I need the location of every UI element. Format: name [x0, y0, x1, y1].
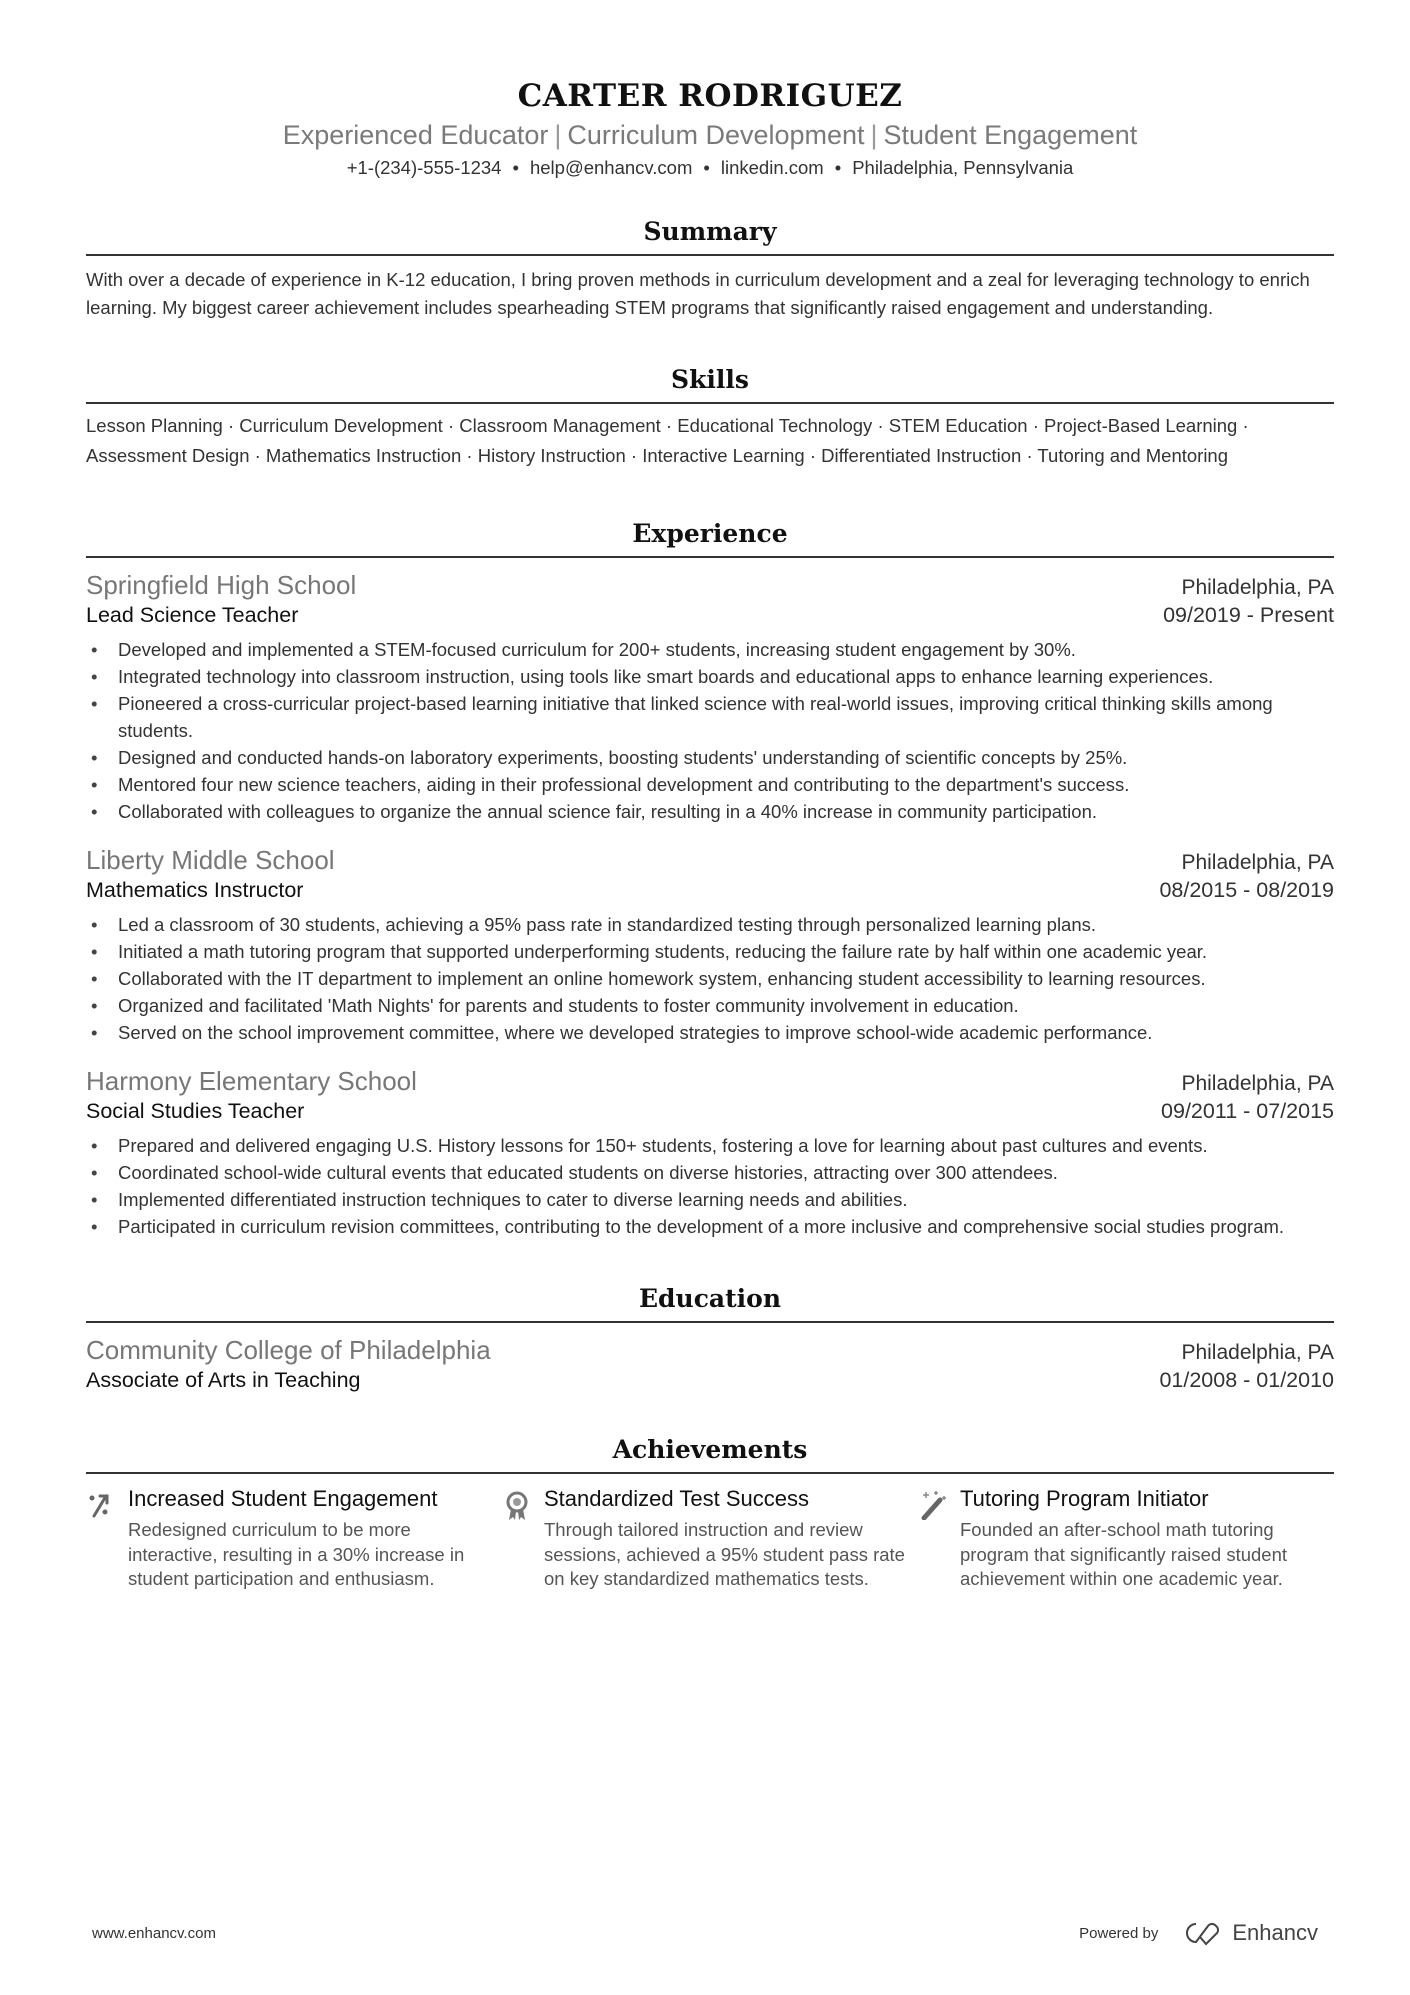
location: Philadelphia, PA [1181, 576, 1334, 599]
section-title: Achievements [86, 1435, 1334, 1474]
location: Philadelphia, PA [1181, 1341, 1334, 1364]
bullet-item: • Implemented differentiated instruction techniques to cater to diverse learning needs and abilities. [86, 1186, 1334, 1213]
separator: • [512, 157, 519, 178]
section-title: Education [86, 1284, 1334, 1323]
experience-section [86, 519, 1334, 1240]
summary-text: With over a decade of experience in K-12 education, I bring proven methods in curriculum development and a zeal for leveraging technology to enrich learning. My biggest career achievement includes spearheading STEM programs that significantly raised engagement and understanding. [86, 269, 1310, 318]
enhancv-logo[interactable] [1180, 1920, 1318, 1946]
company-name: Springfield High School [86, 570, 357, 600]
skills-section [86, 365, 1334, 471]
bullet-item: • Collaborated with the IT department to implement an online homework system, enhancing student accessibility to learning resources. [86, 965, 1334, 992]
website-link[interactable]: www.enhancv.com [92, 1924, 216, 1942]
job-title: Lead Science Teacher [86, 603, 299, 627]
bullet-item: • Mentored four new science teachers, aiding in their professional development and contributing to the department's success. [86, 771, 1334, 798]
bullet-item: • Participated in curriculum revision committees, contributing to the development of a more inclusive and comprehensive social studies program. [86, 1213, 1334, 1240]
company-name: Liberty Middle School [86, 845, 335, 875]
bullet-item: • Developed and implemented a STEM-focused curriculum for 200+ students, increasing student engagement by 30%. [86, 636, 1334, 663]
award-ribbon-icon [502, 1486, 544, 1592]
bullet-list [86, 1132, 1334, 1240]
brand-name: Enhancv [1232, 1920, 1318, 1945]
enhancv-logo-icon [1180, 1920, 1224, 1946]
school-name: Community College of Philadelphia [86, 1335, 491, 1365]
candidate-name: CARTER RODRIGUEZ [517, 78, 903, 114]
achievement-text: Founded an after-school math tutoring program that significantly raised student achievement within one academic year. [960, 1519, 1288, 1589]
linkedin-link[interactable]: linkedin.com [720, 157, 824, 178]
section-title: Summary [86, 217, 1334, 256]
bullet-item: • Organized and facilitated 'Math Nights' for parents and students to foster community involvement in education. [86, 992, 1334, 1019]
dates: 09/2011 - 07/2015 [1161, 1099, 1334, 1123]
achievement-item [502, 1486, 918, 1592]
dates: 08/2015 - 08/2019 [1159, 878, 1334, 902]
tagline [86, 120, 1334, 151]
section-title: Skills [86, 365, 1334, 404]
bullet-list [86, 636, 1334, 825]
job-title: Mathematics Instructor [86, 878, 304, 902]
experience-entry [86, 1066, 1334, 1240]
location: Philadelphia, Pennsylvania [852, 157, 1074, 178]
achievement-title: Standardized Test Success [544, 1486, 809, 1511]
achievement-item [918, 1486, 1334, 1592]
bullet-item: • Coordinated school-wide cultural events that educated students on diverse histories, attracting over 300 attendees. [86, 1159, 1334, 1186]
experience-entry [86, 845, 1334, 1046]
powered-by [1079, 1920, 1318, 1946]
tagline-item: Curriculum Development [567, 120, 865, 150]
achievement-title: Increased Student Engagement [128, 1486, 438, 1511]
tagline-item: Experienced Educator [282, 120, 549, 150]
bullet-item: • Served on the school improvement committee, where we developed strategies to improve school-wide academic performance. [86, 1019, 1334, 1046]
separator: | [554, 120, 562, 150]
percent-arrow-icon [86, 1486, 128, 1592]
summary-section [86, 217, 1334, 321]
dates: 09/2019 - Present [1163, 603, 1334, 627]
location: Philadelphia, PA [1181, 851, 1334, 874]
resume [86, 0, 1334, 1592]
separator: • [703, 157, 710, 178]
achievement-text: Through tailored instruction and review sessions, achieved a 95% student pass rate on key standardized mathematics tests. [544, 1519, 905, 1589]
education-entry [86, 1335, 1334, 1393]
contact-info [86, 157, 1334, 179]
bullet-item: • Initiated a math tutoring program that supported underperforming students, reducing the failure rate by half within one academic year. [86, 938, 1334, 965]
tagline-item: Student Engagement [883, 120, 1138, 150]
experience-entry [86, 570, 1334, 825]
job-title: Social Studies Teacher [86, 1099, 305, 1123]
achievement-title: Tutoring Program Initiator [960, 1486, 1209, 1511]
footer [92, 1920, 1318, 1946]
skills-list: Lesson Planning · Curriculum Development · Classroom Management · Educational Technology · STEM Education · Project-Based Learning · Assessment Design · Mathematics Instruction · History Instruction · Interactive Learning · Differentiated Instruction · Tutoring and Mentoring [86, 415, 1249, 466]
bullet-item: • Led a classroom of 30 students, achieving a 95% pass rate in standardized testing through personalized learning plans. [86, 911, 1334, 938]
bullet-list [86, 911, 1334, 1046]
location: Philadelphia, PA [1181, 1072, 1334, 1095]
phone: +1-(234)-555-1234 [346, 157, 502, 178]
magic-wand-icon [918, 1486, 960, 1592]
bullet-item: • Integrated technology into classroom instruction, using tools like smart boards and educational apps to enhance learning experiences. [86, 663, 1334, 690]
education-section [86, 1284, 1334, 1393]
separator: • [834, 157, 842, 178]
bullet-item: • Pioneered a cross-curricular project-based learning initiative that linked science with real-world issues, improving critical thinking skills among students. [86, 690, 1334, 744]
email-link[interactable]: help@enhancv.com [529, 157, 693, 178]
separator: | [870, 120, 878, 150]
company-name: Harmony Elementary School [86, 1066, 417, 1096]
dates: 01/2008 - 01/2010 [1159, 1368, 1334, 1392]
bullet-item: • Designed and conducted hands-on laboratory experiments, boosting students' understanding of scientific concepts by 25%. [86, 744, 1334, 771]
achievements-section [86, 1435, 1334, 1592]
bullet-item: • Collaborated with colleagues to organize the annual science fair, resulting in a 40% increase in community participation. [86, 798, 1334, 825]
achievement-item [86, 1486, 502, 1592]
achievement-text: Redesigned curriculum to be more interactive, resulting in a 30% increase in student participation and enthusiasm. [128, 1519, 465, 1589]
section-title: Experience [86, 519, 1334, 558]
bullet-item: • Prepared and delivered engaging U.S. History lessons for 150+ students, fostering a love for learning about past cultures and events. [86, 1132, 1334, 1159]
degree: Associate of Arts in Teaching [86, 1368, 361, 1392]
powered-by-label: Powered by [1079, 1924, 1159, 1942]
